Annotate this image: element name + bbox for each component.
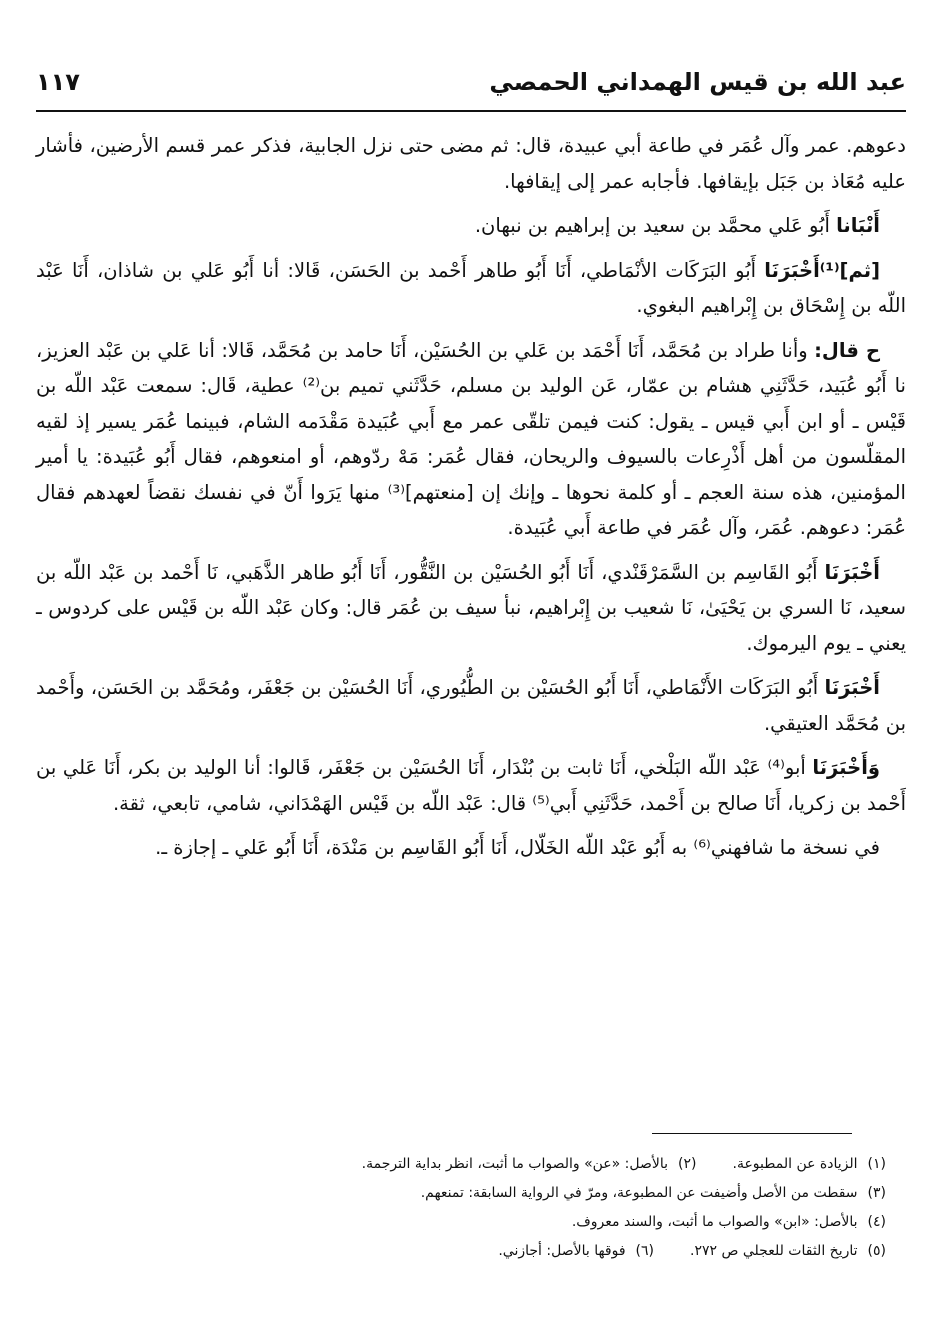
paragraph-text: أَبُو القَاسِم بن السَّمَرْقَنْدي، أَنَا أَبُو الحُسَيْن بن النَّقُّور، أَنَا أَبُو طاهر الذَّهَبي، نَا أَحْمد بن عَبْد اللّه بن سعيد، نَا السري بن يَحْيَىٰ، نَا شعيب بن إِبْراهيم، نبأ سيف بن عُمَر قال: وكان عَبْد اللّه بن قَيْس على كردوس ـ يعني ـ يوم اليرموك. — [36, 560, 906, 655]
footnote-text: الزيادة عن المطبوعة. — [732, 1156, 858, 1172]
footnote-number: (٤) — [867, 1214, 886, 1230]
footnote — [421, 1179, 886, 1208]
footnote-number: (١) — [867, 1156, 886, 1172]
footnote-row — [40, 1237, 886, 1266]
paragraph — [36, 670, 906, 741]
paragraph — [36, 555, 906, 662]
page-header — [36, 60, 906, 104]
paragraph-text: وأنا طراد بن مُحَمَّد، أَنَا أَحْمَد بن عَلي بن الحُسَيْن، أَنَا حامد بن مُحَمَّد، قَالا: أنا عَلي بن عَبْد العزيز، نا أَبُو عُبَيد، حَدَّثَنِي هشام بن عمّار، عَن الوليد بن مسلم، حَدَّثَني تميم بن⁽²⁾ عطية، قَال: سمعت عَبْد اللّه بن قَيْس ـ أو ابن أَبي قيس ـ يقول: كنت فيمن تلقّى عمر مع أَبي عُبَيدة مَقْدَمه الشام، فبينما عُمَر يسير إذ لقيه المقلّسون من أهل أَذْرِعات بالسيوف والريحان، فقال عُمَر: مَهْ ردّوهم، أو امنعوهم، فقال أَبُو عُبَيدة: يا أمير المؤمنين، هذه سنة العجم ـ أو كلمة نحوها ـ وإنك إن [منعتهم]⁽³⁾ منها يَرَوا أَنّ في نفسك نقضاً لعهدهم فقال عُمَر: دعوهم. عُمَر، وآل عُمَر في طاعة أَبي عُبَيدة. — [36, 338, 906, 539]
footnote-number: (٣) — [867, 1185, 886, 1201]
footnote-text: تاريخ الثقات للعجلي ص ٢٧٢. — [690, 1243, 858, 1259]
footnote — [498, 1237, 654, 1266]
footnote-row — [40, 1208, 886, 1237]
paragraph-lead: ح قال: — [814, 338, 880, 362]
footnote-rule — [652, 1133, 852, 1134]
footnote-text: بالأصل: «عن» والصواب ما أثبت، انظر بداية الترجمة. — [361, 1156, 669, 1172]
paragraph — [36, 830, 906, 866]
paragraph-lead: أَنْبَانا — [836, 214, 880, 237]
footnote-text: سقطت من الأصل وأضيفت عن المطبوعة، ومرّ في الرواية السابقة: تمنعهم. — [420, 1185, 858, 1201]
paragraph — [36, 750, 906, 821]
paragraph-text: أَبُو البَرَكَات الأنْمَاطي، أَنَا أَبُو طاهر أَحْمد بن الحَسَن، قَالا: أنا أَبُو عَلي بن شاذان، أَنَا عَبْد اللّه بن إِسْحَاق بن إِبْراهيم البغوي. — [36, 258, 906, 317]
paragraph-text: أَبُو البَرَكَات الأَنْمَاطي، أَنَا أَبُو الحُسَيْن بن الطُّيُوري، أَنَا الحُسَيْن بن جَعْفَر، ومُحَمَّد بن الحَسَن، وأَحْمد بن مُحَمَّد العتيقي. — [36, 676, 906, 735]
footnote — [690, 1237, 886, 1266]
paragraph — [36, 208, 906, 244]
footnote — [733, 1150, 887, 1179]
paragraph — [36, 333, 906, 546]
paragraph-text: أبو⁽⁴⁾ عَبْد اللّه البَلْخي، أَنَا ثابت بن بُنْدَار، أَنَا الحُسَيْن بن جَعْفَر، قَالوا: أنا الوليد بن بكر، أَنَا عَلي بن أَحْمد بن زكريا، أَنَا صالح بن أَحْمد، حَدَّثَنِي أَبي⁽⁵⁾ قال: عَبْد اللّه بن قَيْس الهَمْدَاني، شامي، تابعي، ثقة. — [36, 756, 906, 815]
footnote — [572, 1208, 886, 1237]
paragraph-lead: أَخْبَرَنَا — [824, 676, 880, 699]
footnote-row — [40, 1179, 886, 1208]
main-text — [36, 128, 906, 875]
footnote — [362, 1150, 697, 1179]
paragraph-text: أَبُو عَلي محمَّد بن سعيد بن إبراهيم بن نبهان. — [474, 214, 830, 237]
footnote-number: (٢) — [678, 1156, 697, 1172]
footnotes — [40, 1150, 886, 1266]
paragraph-text: دعوهم. عمر وآل عُمَر في طاعة أبي عبيدة، قال: ثم مضى حتى نزل الجابية، فذكر عمر قسم الأرضين، فأشار عليه مُعَاذ بن جَبَل بإيقافها. فأجابه عمر إلى إيقافها. — [36, 134, 906, 193]
page-number: ١١٧ — [36, 68, 80, 96]
paragraph — [36, 128, 906, 199]
footnote-number: (٥) — [867, 1243, 886, 1259]
running-title: عبد الله بن قيس الهمداني الحمصي — [489, 68, 906, 96]
paragraph — [36, 253, 906, 324]
paragraph-lead: أَخْبَرَنَا — [824, 560, 880, 584]
paragraph-lead: [ثم]⁽¹⁾أَخْبَرَنَا — [764, 258, 880, 282]
footnote-text: بالأصل: «ابن» والصواب ما أثبت، والسند معروف. — [571, 1214, 858, 1230]
footnote-row — [40, 1150, 886, 1179]
paragraph-text: في نسخة ما شافهني⁽⁶⁾ به أَبُو عَبْد اللّه الخَلّال، أَنَا أَبُو القَاسِم بن مَنْدَة، أَنَا أَبُو عَلي ـ إجازة ـ. — [155, 836, 880, 859]
footnote-number: (٦) — [635, 1243, 655, 1259]
paragraph-lead: وَأَخْبَرَنَا — [812, 756, 880, 779]
header-rule — [36, 110, 906, 112]
footnote-text: فوقها بالأصل: أجازني. — [498, 1243, 626, 1259]
